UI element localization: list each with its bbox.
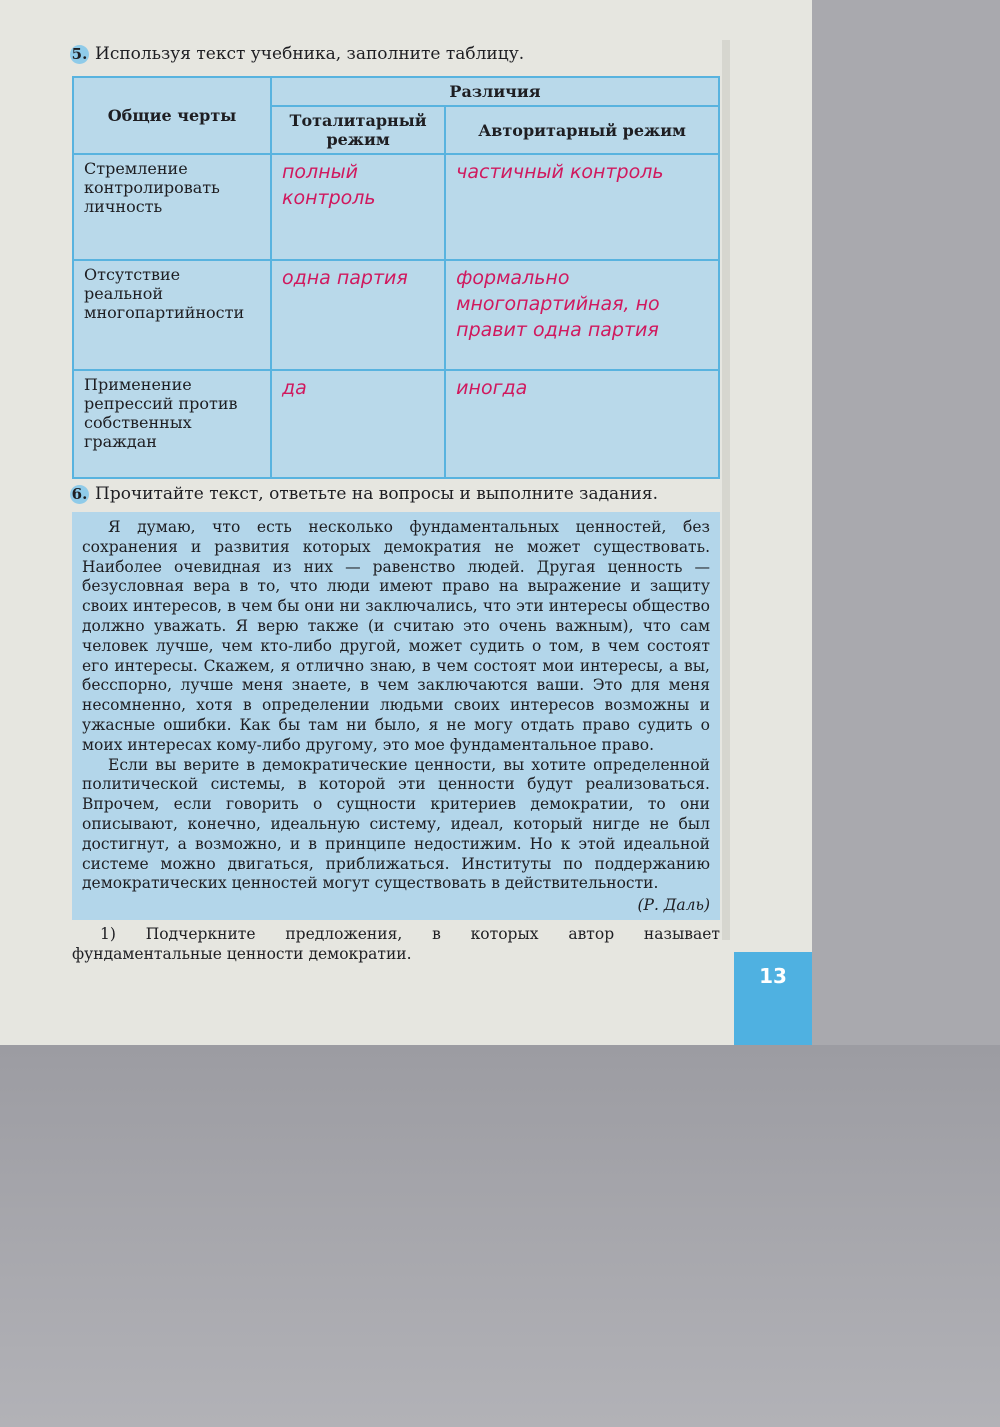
margin-strip xyxy=(722,40,730,940)
author-attribution: (Р. Даль) xyxy=(637,896,710,915)
answer-authoritarian[interactable]: иногда xyxy=(445,370,719,478)
comparison-table xyxy=(72,76,720,479)
task5-heading xyxy=(70,44,524,64)
header-common: Общие черты xyxy=(73,77,271,154)
header-differences: Различия xyxy=(271,77,719,106)
task5-text: Используя текст учебника, заполните таблицу. xyxy=(95,44,525,64)
table-row xyxy=(73,370,719,478)
table-row xyxy=(73,260,719,370)
task5-number: 5. xyxy=(71,45,88,63)
row-label: Стремление контролировать личность xyxy=(73,154,271,260)
answer-authoritarian[interactable]: частичный контроль xyxy=(445,154,719,260)
answer-totalitarian[interactable]: одна партия xyxy=(271,260,445,370)
text-paragraph: Если вы верите в демократические ценности, вы хотите определенной политической системы, в которой эти ценности будут реализоваться. Впрочем, если говорить о сущности критериев демократии, то они описывают, конечно, идеальную систему, идеал, который нигде не был достигнут, а возможно, и в принципе недостижим. Но к этой идеальной системе можно двигаться, приближаться. Институты по поддержанию демократических ценностей могут существовать в действительности. xyxy=(82,755,710,893)
task6-text: Прочитайте текст, ответьте на вопросы и выполните задания. xyxy=(95,484,658,504)
task6-heading xyxy=(70,484,658,504)
table-row xyxy=(73,154,719,260)
reading-text xyxy=(72,512,720,920)
text-paragraph: Я думаю, что есть несколько фундаментальных ценностей, без сохранения и развития которых демократия не может существовать. Наиболее очевидная из них — равенство людей. Другая ценность — безусловная вера в то, что люди имеют право на выражение и защиту своих интересов, в чем бы они ни заключались, что эти интересы общество должно уважать. Я верю также (и считаю это очень важным), что сам человек лучше, чем кто-либо другой, может судить о том, в чем состоят его интересы. Скажем, я отлично знаю, в чем состоят мои интересы, а вы, бесспорно, лучше меня знаете, в чем заключаются ваши. Это для меня несомненно, хотя в определении людьми своих интересов возможны и ужасные ошибки. Как бы там ни было, я не могу отдать право судить о моих интересах кому-либо другому, это мое фундаментальное право. xyxy=(82,518,710,754)
page-number: 13 xyxy=(734,952,812,1045)
background-surface xyxy=(0,1045,1000,1427)
answer-totalitarian[interactable]: да xyxy=(271,370,445,478)
row-label: Отсутствие реальной многопартийности xyxy=(73,260,271,370)
header-totalitarian: Тоталитарный режим xyxy=(271,106,445,154)
header-authoritarian: Авторитарный режим xyxy=(445,106,719,154)
answer-authoritarian[interactable]: формально многопартийная, но правит одна партия xyxy=(445,260,719,370)
task6-number: 6. xyxy=(71,485,88,503)
question-1: 1) Подчеркните предложения, в которых автор называет фундаментальные ценности демократии. xyxy=(72,925,720,963)
row-label: Применение репрессий против собственных граждан xyxy=(73,370,271,478)
answer-totalitarian[interactable]: полный контроль xyxy=(271,154,445,260)
